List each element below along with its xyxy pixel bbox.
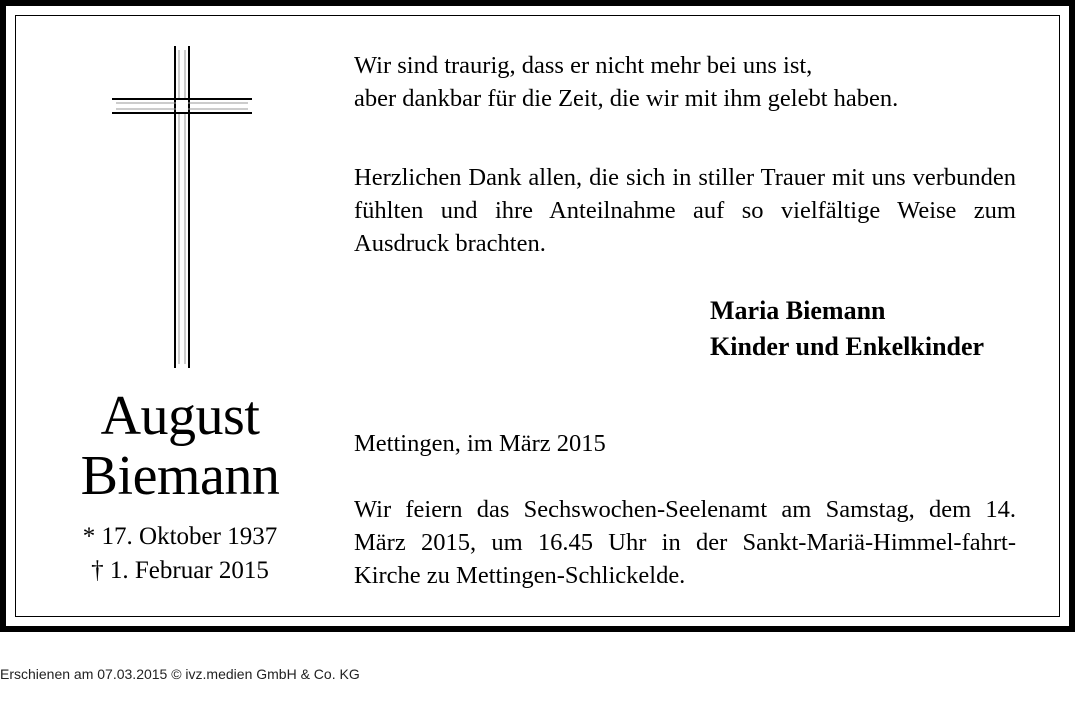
quote-line-1: Wir sind traurig, dass er nicht mehr bei uns ist, bbox=[354, 52, 813, 79]
first-name: August bbox=[100, 385, 260, 447]
service-announcement: Wir feiern das Sechswochen-Seelenamt am Samstag, dem 14. März 2015, um 16.45 Uhr in der Sankt-Mariä-Himmel-fahrt-Kirche zu Mettingen-Schlickelde. bbox=[354, 496, 1016, 589]
birth-date: * 17. Oktober 1937 bbox=[82, 523, 278, 550]
place-date: Mettingen, im März 2015 bbox=[354, 430, 606, 457]
deceased-info bbox=[40, 386, 320, 588]
thanks-text: Herzlichen Dank allen, die sich in stiller Trauer mit uns verbunden fühlten und ihre Anteilnahme auf so vielfältige Weise zum Ausdruck brachten. bbox=[354, 164, 1016, 257]
signature bbox=[710, 293, 984, 365]
cross-icon bbox=[112, 46, 252, 368]
signature-line-2: Kinder und Enkelkinder bbox=[710, 332, 985, 361]
quote-line-2: aber dankbar für die Zeit, die wir mit ihm gelebt haben. bbox=[354, 85, 899, 112]
signature-line-1: Maria Biemann bbox=[710, 296, 886, 325]
death-date: † 1. Februar 2015 bbox=[91, 557, 269, 584]
quote bbox=[354, 49, 1016, 115]
life-dates bbox=[40, 520, 320, 588]
publication-credit: Erschienen am 07.03.2015 © ivz.medien GmbH & Co. KG bbox=[0, 666, 360, 682]
last-name: Biemann bbox=[80, 445, 280, 507]
